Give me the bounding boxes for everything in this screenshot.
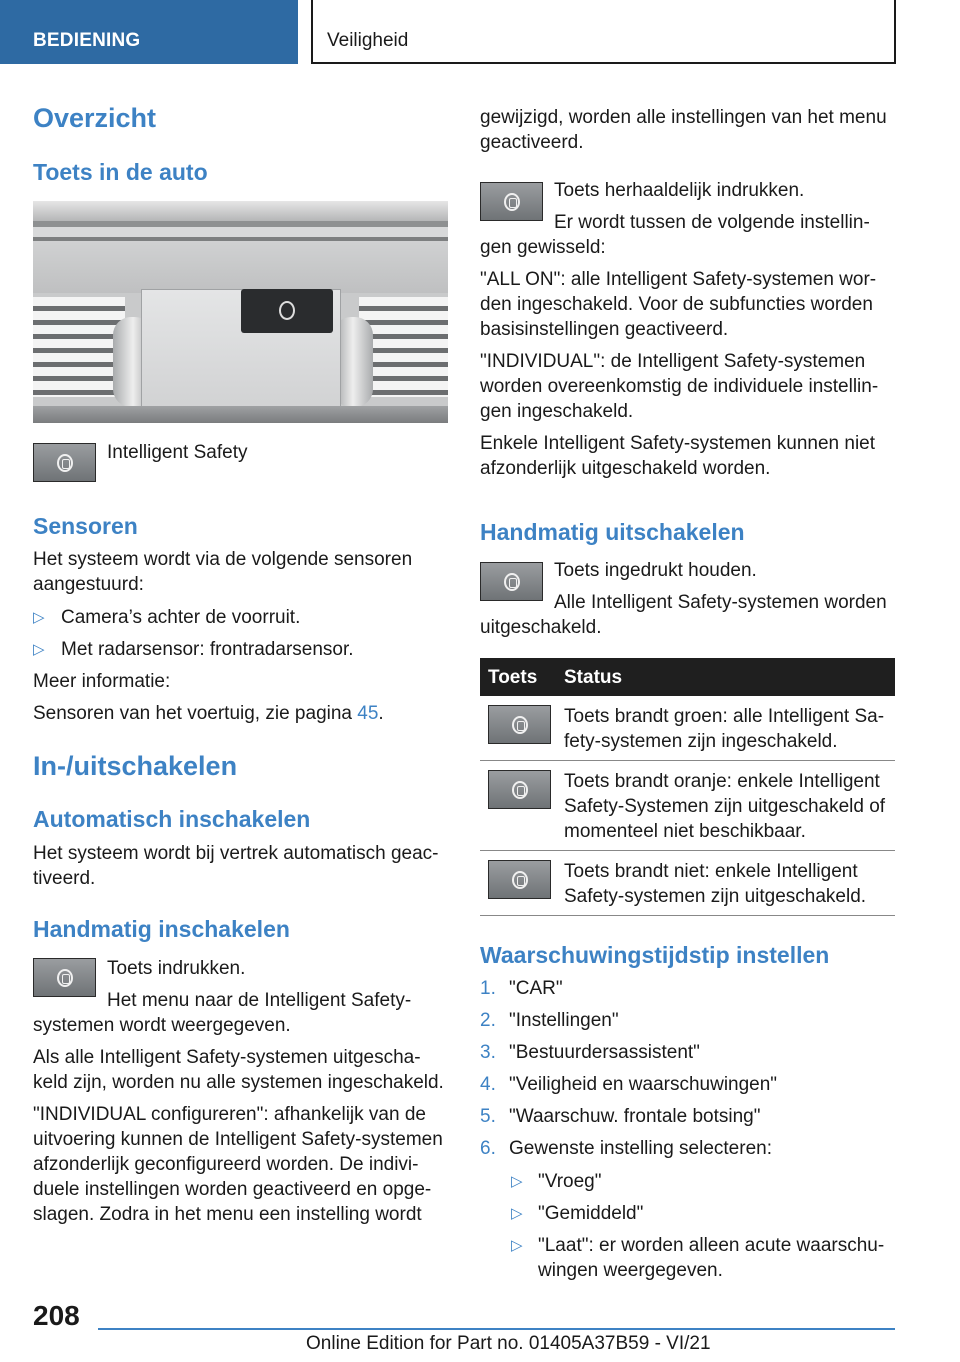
status-text: Toets brandt oranje: enkele Intelligent Safety-Systemen zijn uitgeschakeld of momenteel niet beschikbaar. bbox=[564, 771, 886, 842]
r-line-11: gen ingeschakeld. bbox=[480, 401, 634, 422]
hi-line-3: systemen wordt weergegeven. bbox=[33, 1015, 291, 1036]
heading-overzicht: Overzicht bbox=[33, 103, 157, 133]
r-line-3: Toets herhaaldelijk indrukken. bbox=[554, 180, 805, 201]
triangle-bullet-icon: ▷ bbox=[511, 1173, 523, 1190]
table-row bbox=[480, 761, 895, 851]
r-line-13: afzonderlijk uitgeschakeld worden. bbox=[480, 458, 771, 479]
r-line-2: geactiveerd. bbox=[480, 132, 584, 153]
sensoren-text-2: aangestuurd: bbox=[33, 574, 144, 595]
heading-handmatig-uit: Handmatig uitschakelen bbox=[480, 519, 745, 545]
hu-line-2: Alle Intelligent Safety-systemen worden bbox=[554, 592, 887, 613]
chapter-box bbox=[311, 0, 896, 64]
hi-line-9: duele instellingen worden geactiveerd en opge- bbox=[33, 1179, 432, 1200]
triangle-bullet-icon: ▷ bbox=[511, 1205, 523, 1222]
hu-line-3: uitgeschakeld. bbox=[480, 617, 602, 638]
heading-sensoren: Sensoren bbox=[33, 513, 138, 539]
sensoren-text-1: Het systeem wordt via de volgende sensoren bbox=[33, 549, 413, 570]
heading-toets: Toets in de auto bbox=[33, 159, 208, 185]
r-line-4: Er wordt tussen de volgende instellin- bbox=[554, 212, 870, 233]
r-line-5: gen gewisseld: bbox=[480, 237, 606, 258]
col-toets: Toets bbox=[488, 667, 538, 688]
footer-divider bbox=[98, 1328, 895, 1330]
hi-line-8: afzonderlijk geconfigureerd worden. De indivi- bbox=[33, 1154, 419, 1175]
page-number: 208 bbox=[33, 1300, 80, 1331]
hi-line-4: Als alle Intelligent Safety-systemen uitgescha- bbox=[33, 1047, 421, 1068]
meer-informatie: Meer informatie: bbox=[33, 671, 171, 692]
car-dashboard-photo bbox=[33, 201, 448, 423]
hi-line-7: uitvoering kunnen de Intelligent Safety-systemen bbox=[33, 1129, 443, 1150]
hi-line-2: Het menu naar de Intelligent Safety- bbox=[107, 990, 412, 1011]
heading-automatisch: Automatisch inschakelen bbox=[33, 806, 311, 832]
r-line-7: den ingeschakeld. Voor de subfuncties worden bbox=[480, 294, 873, 315]
auto-text-1: Het systeem wordt bij vertrek automatisch geac- bbox=[33, 843, 439, 864]
sensoren-reference: Sensoren van het voertuig, zie pagina 45. bbox=[33, 703, 384, 724]
r-line-9: "INDIVIDUAL": de Intelligent Safety-systemen bbox=[480, 351, 866, 372]
hi-line-6: "INDIVIDUAL configureren": afhankelijk van de bbox=[33, 1104, 426, 1125]
button-orange-icon bbox=[488, 770, 551, 809]
triangle-bullet-icon: ▷ bbox=[33, 609, 45, 626]
button-green-icon bbox=[488, 705, 551, 744]
status-text: Toets brandt niet: enkele Intelligent Safety-systemen zijn uitgeschakeld. bbox=[564, 861, 867, 907]
heading-handmatig-in: Handmatig inschakelen bbox=[33, 916, 290, 942]
intelligent-safety-icon bbox=[33, 958, 96, 997]
icon-caption: Intelligent Safety bbox=[107, 442, 248, 463]
hi-line-1: Toets indrukken. bbox=[107, 958, 246, 979]
intelligent-safety-icon bbox=[480, 182, 543, 221]
table-header bbox=[480, 658, 895, 696]
table-row bbox=[480, 851, 895, 916]
table-row bbox=[480, 696, 895, 761]
intelligent-safety-icon bbox=[33, 443, 96, 482]
r-line-6: "ALL ON": alle Intelligent Safety-systemen wor- bbox=[480, 269, 877, 290]
section-tab bbox=[0, 0, 298, 64]
triangle-bullet-icon: ▷ bbox=[511, 1237, 523, 1254]
heading-waarschuwing: Waarschuwingstijdstip instellen bbox=[480, 942, 830, 968]
chapter-title: Veiligheid bbox=[327, 30, 409, 51]
hi-line-5: keld zijn, worden nu alle systemen ingeschakeld. bbox=[33, 1072, 444, 1093]
footer-edition: Online Edition for Part no. 01405A37B59 - VI/21 bbox=[306, 1333, 711, 1354]
r-line-12: Enkele Intelligent Safety-systemen kunnen niet bbox=[480, 433, 876, 454]
hi-line-10: slagen. Zodra in het menu een instelling wordt bbox=[33, 1204, 422, 1225]
button-off-icon bbox=[488, 860, 551, 899]
page-link[interactable]: 45 bbox=[357, 703, 379, 724]
triangle-bullet-icon: ▷ bbox=[33, 641, 45, 658]
r-line-10: worden overeenkomstig de individuele instellin- bbox=[480, 376, 879, 397]
auto-text-2: tiveerd. bbox=[33, 868, 96, 889]
r-line-8: basisinstellingen geactiveerd. bbox=[480, 319, 729, 340]
col-status: Status bbox=[564, 667, 623, 688]
status-text: Toets brandt groen: alle Intelligent Sa- fety-systemen zijn ingeschakeld. bbox=[564, 706, 885, 752]
safety-button-photo bbox=[241, 289, 333, 333]
hu-line-1: Toets ingedrukt houden. bbox=[554, 560, 757, 581]
section-title: BEDIENING bbox=[33, 30, 141, 51]
heading-inuit: In-/uitschakelen bbox=[33, 751, 238, 781]
intelligent-safety-icon bbox=[480, 562, 543, 601]
r-line-1: gewijzigd, worden alle instellingen van het menu bbox=[480, 107, 887, 128]
